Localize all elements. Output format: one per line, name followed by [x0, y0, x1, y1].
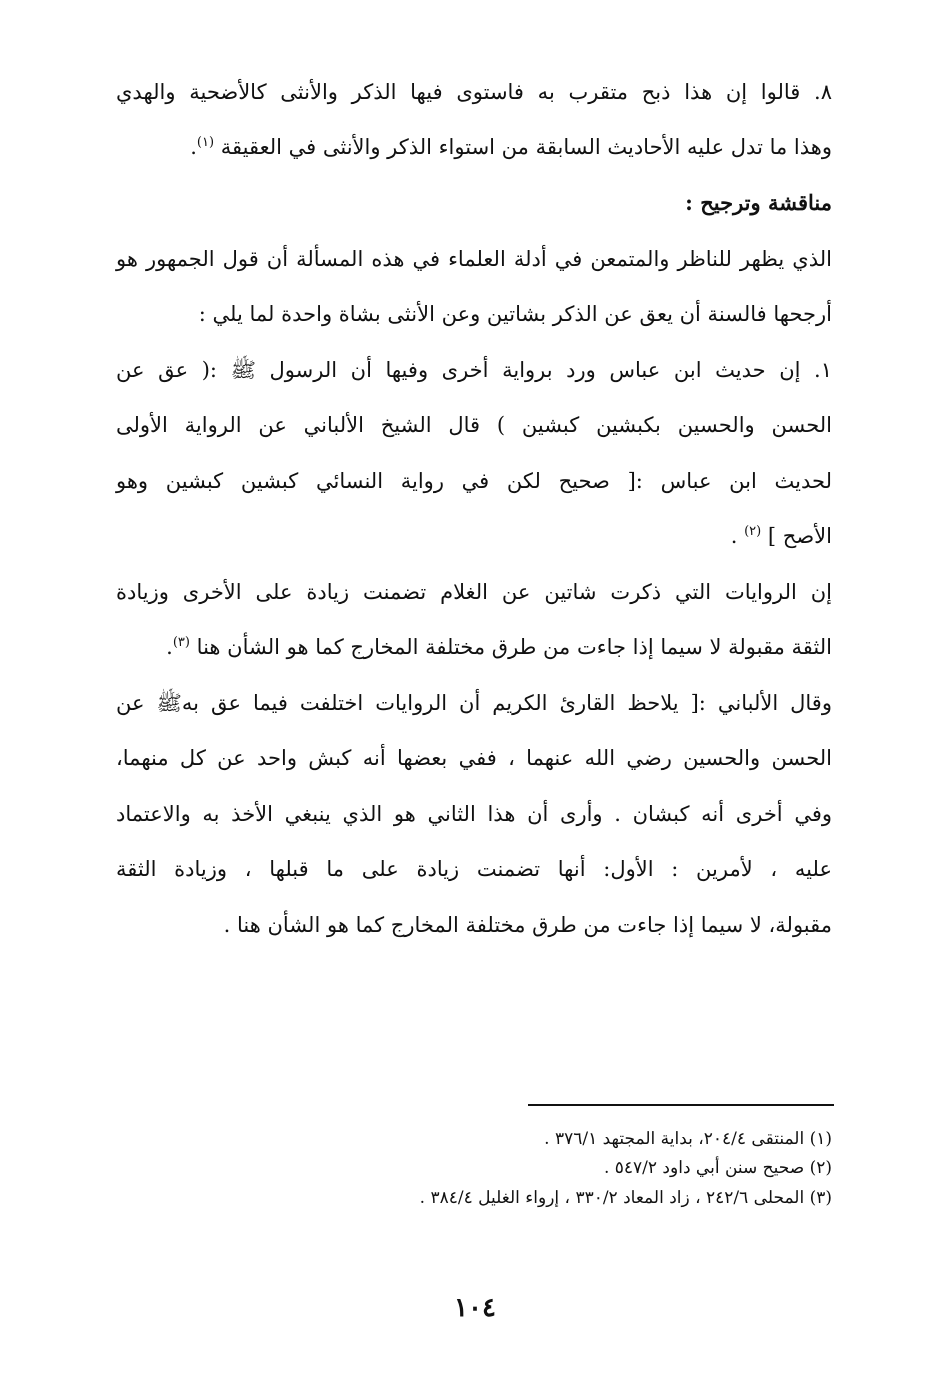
- footnote: (٣) المحلى ٢٤٢/٦ ، زاد المعاد ٣٣٠/٢ ، إرواء الغليل ٣٨٤/٤ .: [419, 1188, 832, 1208]
- paragraph-line: ١. إن حديث ابن عباس ورد برواية أخرى وفيها أن الرسول ﷺ :( عق عن: [116, 358, 832, 382]
- footnote: (١) المنتقى ٢٠٤/٤، بداية المجتهد ٣٧٦/١ .: [544, 1129, 832, 1149]
- paragraph-line: ٨. قالوا إن هذا ذبح متقرب به فاستوى فيها الذكر والأنثى كالأضحية والهدي: [116, 80, 832, 104]
- page-number: ١٠٤: [454, 1293, 496, 1323]
- paragraph-line: عليه ، لأمرين : الأول: أنها تضمنت زيادة على ما قبلها ، وزيادة الثقة: [116, 857, 832, 881]
- paragraph-line: مقبولة، لا سيما إذا جاءت من طرق مختلفة المخارج كما هو الشأن هنا .: [223, 913, 832, 937]
- footnote-ref: (٣): [172, 635, 190, 650]
- paragraph-line: وفي أخرى أنه كبشان . وأرى أن هذا الثاني هو الذي ينبغي الأخذ به والاعتماد: [116, 802, 832, 826]
- footnote-divider: [528, 1104, 834, 1106]
- paragraph-line: وقال الألباني :[ يلاحظ القارئ الكريم أن الروايات اختلفت فيما عق بهﷺ عن: [116, 691, 832, 715]
- footnote-ref: (٢): [744, 524, 762, 539]
- paragraph-line: الحسن والحسين رضي الله عنهما ، ففي بعضها أنه كبش واحد عن كل منهما،: [116, 746, 832, 770]
- paragraph-line: إن الروايات التي ذكرت شاتين عن الغلام تضمنت زيادة على الأخرى وزيادة: [116, 580, 832, 604]
- section-heading: مناقشة وترجيح :: [685, 190, 832, 215]
- paragraph-line: وهذا ما تدل عليه الأحاديث السابقة من استواء الذكر والأنثى في العقيقة $^{(١)}$.: [190, 135, 832, 159]
- paragraph-line: الحسن والحسين بكبشين كبشين ) قال الشيخ الألباني عن الرواية الأولى: [116, 413, 832, 437]
- paragraph-line: لحديث ابن عباس :[ صحيح لكن في رواية النسائي كبشين كبشين وهو: [116, 469, 832, 493]
- footnote-ref: (١): [196, 135, 215, 150]
- paragraph-line: الأصح ] $^{(٢)}$ .: [730, 524, 832, 548]
- footnote: (٢) صحيح سنن أبي داود ٥٤٧/٢ .: [603, 1158, 832, 1178]
- paragraph-line: الذي يظهر للناظر والمتمعن في أدلة العلماء في هذه المسألة أن قول الجمهور هو: [116, 247, 832, 271]
- paragraph-line: أرجحها فالسنة أن يعق عن الذكر بشاتين وعن الأنثى بشاة واحدة لما يلي :: [198, 302, 832, 326]
- paragraph-line: الثقة مقبولة لا سيما إذا جاءت من طرق مختلفة المخارج كما هو الشأن هنا $^{(٣)}$.: [166, 635, 832, 659]
